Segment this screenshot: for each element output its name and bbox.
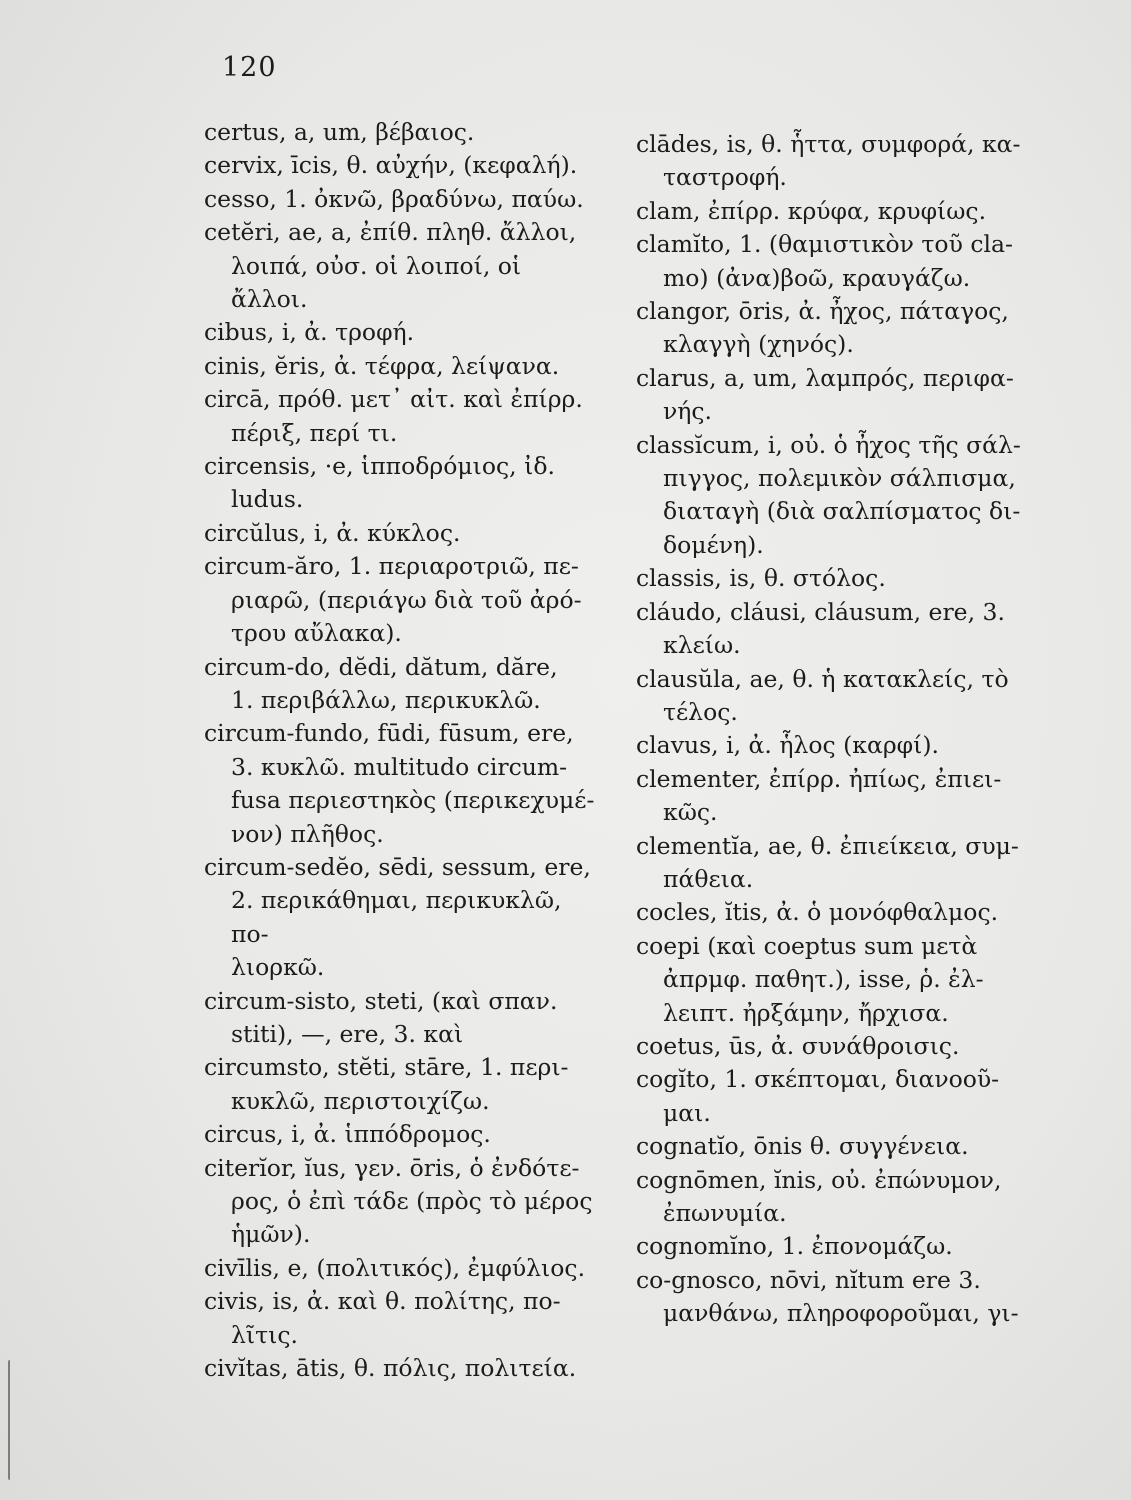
dictionary-entry: classis, is, θ. στόλος. bbox=[636, 564, 886, 593]
dictionary-entry: clamĭto, 1. (θαμιστικὸν τοῦ cla- mo) (ἀνα)βοῶ, κραυγάζω. bbox=[636, 230, 1013, 292]
dictionary-entry: circŭlus, i, ἀ. κύκλος. bbox=[204, 518, 461, 547]
dictionary-entry: circensis, ·e, ἱπποδρόμιος, ἰδ. ludus. bbox=[204, 452, 555, 514]
dictionary-entry: circus, i, ἀ. ἱππόδρομος. bbox=[204, 1120, 491, 1149]
dictionary-entry: circā, πρόθ. μετ᾽ αἰτ. καὶ ἐπίρρ. πέριξ, περί τι. bbox=[204, 385, 583, 447]
dictionary-entry: circum-do, dĕdi, dătum, dăre, 1. περιβάλλω, περικυκλῶ. bbox=[204, 652, 558, 714]
dictionary-entry: co-gnosco, nōvi, nĭtum ere 3. μανθάνω, πληροφοροῦμαι, γι- bbox=[636, 1265, 1019, 1328]
dictionary-entry: civis, is, ἀ. καὶ θ. πολίτης, πο- λῖτις. bbox=[204, 1287, 561, 1349]
dictionary-entry: cibus, i, ἀ. τροφή. bbox=[204, 318, 415, 347]
dictionary-entry: clarus, a, um, λαμπρός, περιφα- νής. bbox=[636, 363, 1014, 426]
dictionary-entry: cocles, ĭtis, ἀ. ὁ μονόφθαλμος. bbox=[636, 898, 999, 927]
dictionary-entry: circum-sedĕo, sēdi, sessum, ere, 2. περικάθημαι, περικυκλῶ, πο- λιορκῶ. bbox=[204, 852, 591, 982]
left-column bbox=[204, 116, 604, 1385]
dictionary-entry: clangor, ōris, ἀ. ἦχος, πάταγος, κλαγγὴ (χηνός). bbox=[636, 297, 1009, 359]
dictionary-entry: civīlis, e, (πολιτικός), ἐμφύλιος. bbox=[204, 1253, 586, 1282]
dictionary-entry: clavus, i, ἀ. ἧλος (καρφί). bbox=[636, 731, 939, 760]
dictionary-entry: coepi (καὶ coeptus sum μετὰ ἀπρμφ. παθητ.), isse, ῥ. ἐλ- λειπτ. ἠρξάμην, ἤρχισα. bbox=[636, 931, 984, 1027]
dictionary-entry: classĭcum, i, οὐ. ὁ ἦχος τῆς σάλ- πιγγος, πολεμικὸν σάλπισμα, διαταγὴ (διὰ σαλπίσματος δι- δομένη). bbox=[636, 430, 1021, 559]
dictionary-entry: cetĕri, ae, a, ἐπίθ. πληθ. ἄλλοι, λοιπά, οὐσ. οἱ λοιποί, οἱ ἄλλοι. bbox=[204, 218, 577, 314]
dictionary-entry: cogĭto, 1. σκέπτομαι, διανοοῦ- μαι. bbox=[636, 1065, 1000, 1127]
dictionary-entry: cláudo, cláusi, cláusum, ere, 3. κλείω. bbox=[636, 597, 1005, 660]
dictionary-entry: circumsto, stĕti, stāre, 1. περι- κυκλῶ, περιστοιχίζω. bbox=[204, 1053, 569, 1115]
dictionary-entry: circum-ăro, 1. περιαροτριῶ, πε- ριαρῶ, (περιάγω διὰ τοῦ ἀρό- τρου αὔλακα). bbox=[204, 552, 582, 648]
dictionary-entry: clementĭa, ae, θ. ἐπιείκεια, συμ- πάθεια. bbox=[636, 831, 1019, 893]
dictionary-entry: cognatĭo, ōnis θ. συγγένεια. bbox=[636, 1132, 969, 1161]
dictionary-entry: cervix, īcis, θ. αὐχήν, (κεφαλή). bbox=[204, 151, 578, 180]
dictionary-entry: citerĭor, ĭus, γεν. ōris, ὁ ἐνδότε- ρος, ὁ ἐπὶ τάδε (πρὸς τὸ μέρος ἡμῶν). bbox=[204, 1153, 593, 1249]
dictionary-entry: circum-fundo, fūdi, fūsum, ere, 3. κυκλῶ. multitudo circum- fusa περιεστηκὸς (περικεχυμέ- νον) πλῆθος. bbox=[204, 719, 595, 848]
dictionary-entry: clausŭla, ae, θ. ἡ κατακλείς, τὸ τέλος. bbox=[636, 664, 1009, 726]
dictionary-entry: circum-sisto, steti, (καὶ σπαν. stiti), —, ere, 3. καὶ bbox=[204, 986, 558, 1048]
dictionary-entry: cognomĭno, 1. ἐπονομάζω. bbox=[636, 1232, 953, 1261]
page-number: 120 bbox=[222, 52, 277, 83]
dictionary-entry: cognōmen, ĭnis, οὐ. ἐπώνυμον, ἐπωνυμία. bbox=[636, 1165, 1002, 1227]
dictionary-entry: cesso, 1. ὀκνῶ, βραδύνω, παύω. bbox=[204, 184, 584, 213]
right-column bbox=[636, 128, 1068, 1331]
dictionary-entry: clementer, ἐπίρρ. ἠπίως, ἐπιει- κῶς. bbox=[636, 764, 1002, 827]
dictionary-entry: coetus, ūs, ἀ. συνάθροισις. bbox=[636, 1031, 960, 1060]
dictionary-entry: clam, ἐπίρρ. κρύφα, κρυφίως. bbox=[636, 196, 987, 225]
dictionary-entry: civĭtas, ātis, θ. πόλις, πολιτεία. bbox=[204, 1354, 577, 1383]
dictionary-entry: cinis, ĕris, ἀ. τέφρα, λείψανα. bbox=[204, 351, 560, 380]
dictionary-entry: certus, a, um, βέβαιος. bbox=[204, 118, 475, 146]
margin-pencil-mark bbox=[8, 1360, 13, 1480]
dictionary-entry: clādes, is, θ. ἧττα, συμφορά, κα- ταστροφή. bbox=[636, 130, 1021, 192]
